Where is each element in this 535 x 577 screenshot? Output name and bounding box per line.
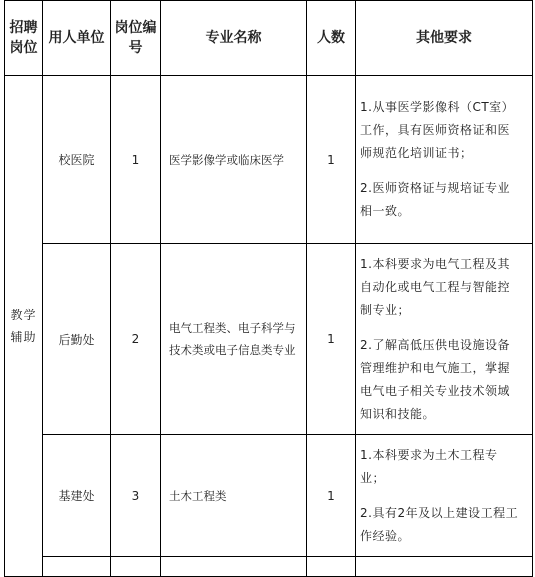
count-cell: 1: [307, 244, 356, 435]
empty-cell: [43, 557, 111, 577]
code-cell: 1: [111, 76, 161, 244]
header-unit: 用人单位: [43, 1, 111, 76]
header-post: 招聘岗位: [5, 1, 43, 76]
code-cell: 2: [111, 244, 161, 435]
post-name: 教学辅助: [5, 76, 43, 577]
unit-cell: 后勤处: [43, 244, 111, 435]
requirements-cell: [356, 435, 533, 557]
table-row: [5, 244, 533, 435]
requirement-item: 2.医师资格证与规培证专业相一致。: [360, 181, 510, 218]
requirements-cell: [356, 76, 533, 244]
header-code: 岗位编号: [111, 1, 161, 76]
requirement-item: 2.具有2年及以上建设工程工作经验。: [360, 505, 519, 543]
unit-cell: 基建处: [43, 435, 111, 557]
table-row: [5, 435, 533, 557]
empty-cell: [111, 557, 161, 577]
table-row: [5, 76, 533, 244]
header-row: [5, 1, 533, 76]
major-cell: 土木工程类: [161, 435, 307, 557]
requirements-cell: [356, 244, 533, 435]
empty-cell: [161, 557, 307, 577]
requirement-item: 1.从事医学影像科（CT室）工作，具有医师资格证和医师规范化培训证书；: [360, 100, 515, 160]
requirement-item: 1.本科要求为土木工程专业；: [360, 447, 498, 485]
header-requirements: 其他要求: [356, 1, 533, 76]
recruitment-table: [4, 0, 533, 577]
major-cell: 电气工程类、电子科学与技术类或电子信息类专业: [161, 244, 307, 435]
unit-cell: 校医院: [43, 76, 111, 244]
requirement-item: 1.本科要求为电气工程及其自动化或电气工程与智能控制专业；: [360, 256, 511, 317]
count-cell: 1: [307, 76, 356, 244]
code-cell: 3: [111, 435, 161, 557]
empty-cell: [307, 557, 356, 577]
requirement-item: 2.了解高低压供电设施设备管理维护和电气施工，掌握电气电子相关专业技术领域知识和技能。: [360, 337, 511, 421]
count-cell: 1: [307, 435, 356, 557]
header-count: 人数: [307, 1, 356, 76]
empty-cell: [356, 557, 533, 577]
table-row-partial: [5, 557, 533, 577]
major-cell: 医学影像学或临床医学: [161, 76, 307, 244]
header-major: 专业名称: [161, 1, 307, 76]
